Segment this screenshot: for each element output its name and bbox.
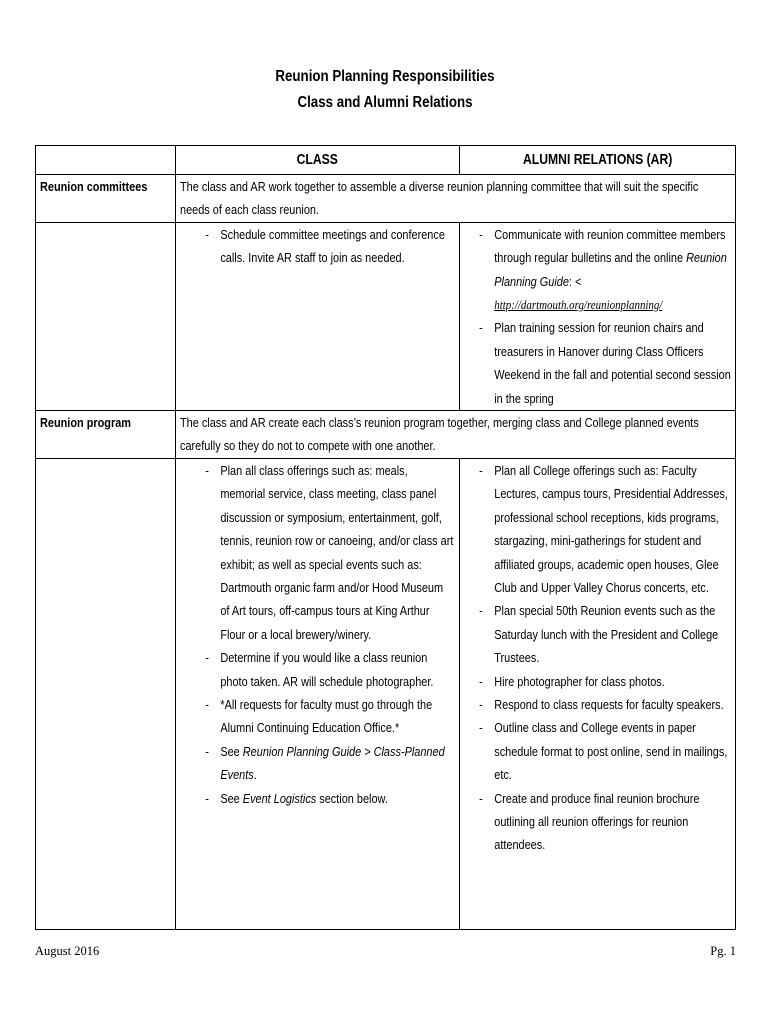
list-item: - See Event Logistics section below.	[205, 787, 454, 810]
title-line-2: Class and Alumni Relations	[297, 94, 473, 111]
list-item: - Outline class and College events in paper schedule format to post online, send in mailings, etc.	[479, 716, 731, 786]
program-detail-row	[36, 458, 736, 929]
program-empty-cell	[36, 458, 176, 929]
title-line-1: Reunion Planning Responsibilities	[275, 68, 495, 85]
header-empty-cell	[36, 146, 176, 175]
row-label-program: Reunion program	[36, 411, 176, 459]
list-item: - Hire photographer for class photos.	[479, 670, 731, 693]
reunion-planning-link[interactable]: http://dartmouth.org/reunionplanning/	[493, 297, 663, 313]
list-item: - Plan training session for reunion chairs and treasurers in Hanover during Class Officers Weekend in the fall and potential second session in the spring	[479, 316, 731, 410]
committees-empty-cell	[36, 222, 176, 410]
program-shared-row	[36, 411, 736, 459]
responsibilities-table	[35, 145, 736, 930]
list-item: - Respond to class requests for faculty speakers.	[479, 693, 731, 716]
program-class-cell	[176, 458, 459, 929]
committees-detail-row	[36, 222, 736, 410]
list-item: - *All requests for faculty must go through the Alumni Continuing Education Office.*	[205, 693, 454, 740]
footer-date: August 2016	[35, 944, 100, 958]
row-label-committees: Reunion committees	[36, 175, 176, 223]
list-item: - Create and produce final reunion brochure outlining all reunion offerings for reunion attendees.	[479, 787, 731, 857]
list-item: - Plan special 50th Reunion events such as the Saturday lunch with the President and College Trustees.	[479, 599, 731, 669]
committees-shared-row	[36, 175, 736, 223]
list-item: - Determine if you would like a class reunion photo taken. AR will schedule photographer.	[205, 646, 454, 693]
header-row	[36, 146, 736, 175]
committees-ar-cell	[459, 222, 735, 410]
header-class: CLASS	[176, 146, 459, 175]
program-shared-text: The class and AR create each class’s reunion program together, merging class and College planned events carefully so they do not to compete with one another.	[176, 411, 736, 459]
committees-class-cell	[176, 222, 459, 410]
list-item: - Communicate with reunion committee members through regular bulletins and the online Reunion Planning Guide: < http://dartmouth.org/reunionplanning/	[479, 223, 731, 317]
list-item: - Schedule committee meetings and conference calls. Invite AR staff to join as needed.	[205, 223, 454, 270]
program-ar-cell	[459, 458, 735, 929]
list-item: - See Reunion Planning Guide > Class-Planned Events.	[205, 740, 454, 787]
header-ar: ALUMNI RELATIONS (AR)	[459, 146, 735, 175]
list-item: - Plan all College offerings such as: Faculty Lectures, campus tours, Presidential Addresses, professional school receptions, kids programs, stargazing, mini-gatherings for student and affiliated groups, academic open houses, Glee Club and Upper Valley Chorus concerts, etc.	[479, 459, 731, 599]
document-title	[54, 64, 716, 116]
footer-page-number: Pg. 1	[710, 944, 736, 958]
committees-shared-text: The class and AR work together to assemble a diverse reunion planning committee that will suit the specific needs of each class reunion.	[176, 175, 736, 223]
list-item: - Plan all class offerings such as: meals, memorial service, class meeting, class panel discussion or symposium, entertainment, golf, tennis, reunion row or canoeing, and/or class art exhibit; as well as special events such as: Dartmouth organic farm and/or Hood Museum of Art tours, off-campus tours at King Arthur Flour or a local brewery/winery.	[205, 459, 454, 646]
